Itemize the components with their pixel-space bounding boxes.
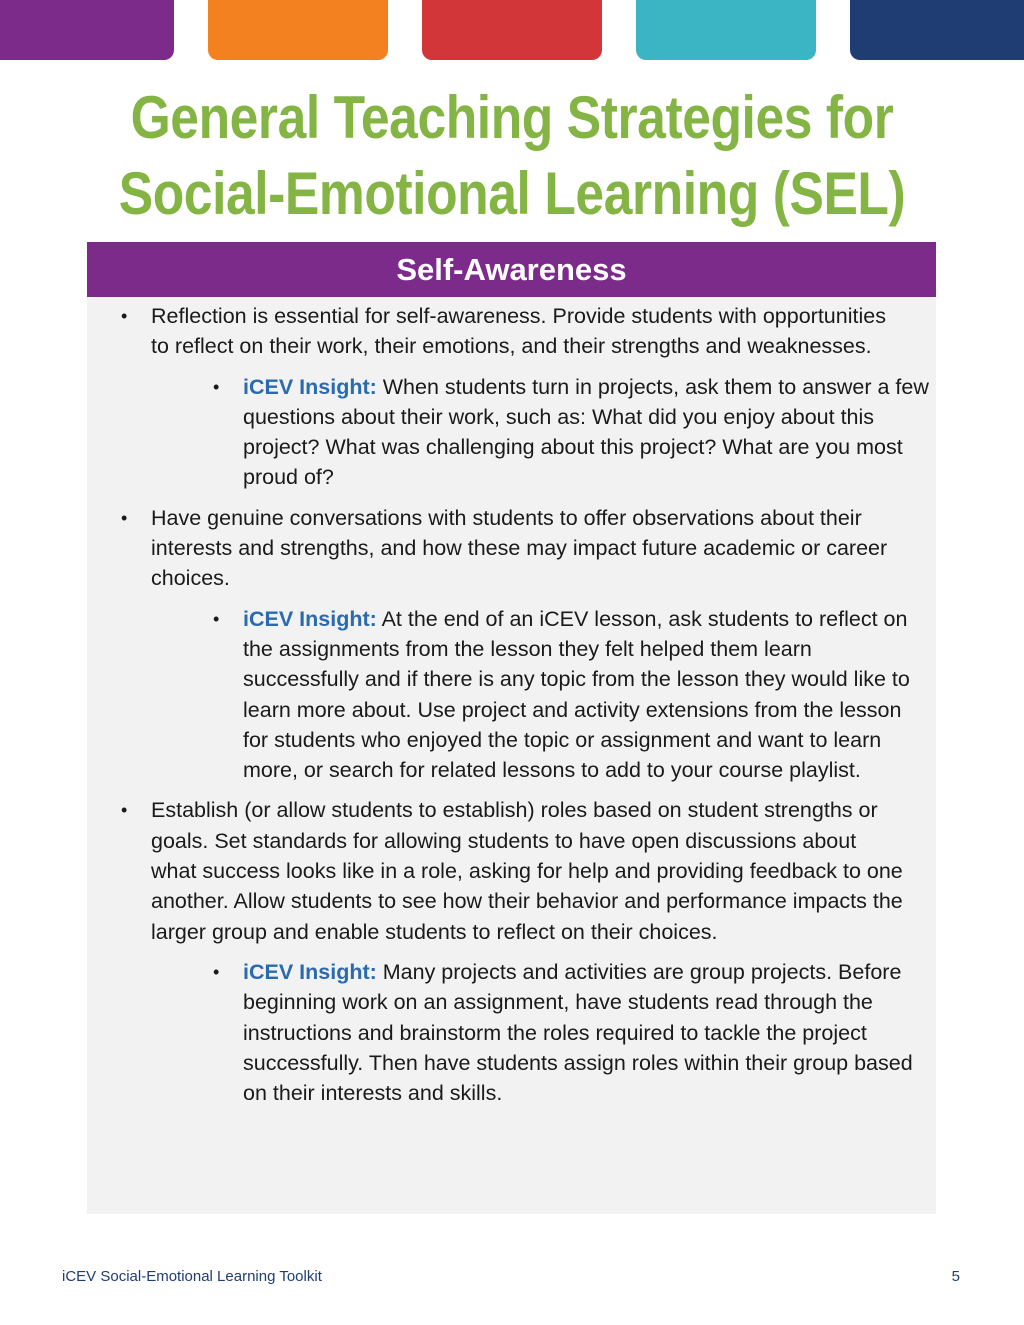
teal-bar (636, 0, 816, 60)
purple-bar (0, 0, 174, 60)
page-title-line-1: General Teaching Strategies for (130, 84, 894, 151)
page-title-line-2: Social-Emotional Learning (SEL) (118, 160, 906, 227)
bullet-icon: • (213, 376, 220, 397)
strategy-text: Establish (or allow students to establish) roles based on student strengths or goals. Set standards for allowing students to have open discussions about what success looks like in a role, asking for help and providing feedback to one another. Allow students to see how their behavior and performance impacts the larger group and enable students to reflect on their choices. (151, 798, 903, 944)
insight-list (151, 372, 929, 493)
insight-item (151, 372, 930, 493)
bullet-icon: • (213, 961, 220, 982)
red-bar (422, 0, 602, 60)
strategy-item (87, 795, 936, 1108)
strategy-list (87, 301, 936, 1108)
decorative-color-bars (0, 0, 1024, 60)
strategy-text: Have genuine conversations with students to offer observations about their interests and strengths, and how these may impact future academic or career choices. (151, 505, 888, 591)
section-body (87, 297, 936, 1108)
strategy-text: Reflection is essential for self-awareness. Provide students with opportunities to reflect on their work, their emotions, and their strengths and weaknesses. (151, 304, 886, 359)
insight-item (151, 604, 930, 786)
bullet-icon: • (121, 306, 128, 326)
insight-text: When students turn in projects, ask them to answer a few questions about their work, such as: What did you enjoy about this project? What was challenging about this project? What are you most proud of? (243, 374, 929, 490)
insight-text: Many projects and activities are group projects. Before beginning work on an assignment, have students read through the instructions and brainstorm the roles required to tackle the project successfully. Then have students assign roles within their group based on their interests and skills. (243, 959, 913, 1106)
page-title (72, 80, 953, 232)
footer-page-number: 5 (951, 1268, 960, 1285)
insight-list (151, 957, 913, 1108)
navy-bar (850, 0, 1024, 60)
footer-document-title: iCEV Social-Emotional Learning Toolkit (62, 1268, 322, 1285)
self-awareness-panel (87, 242, 936, 1214)
strategy-item (87, 301, 936, 493)
insight-item (151, 957, 930, 1108)
bullet-icon: • (121, 800, 128, 821)
section-heading: Self-Awareness (87, 242, 936, 297)
insight-text: At the end of an iCEV lesson, ask students to reflect on the assignments from the lesson they felt helped them learn successfully and if there is any topic from the lesson they would like to learn more about. Use project and activity extensions from the lesson for students who enjoyed the topic or assignment and want to learn more, or search for related lessons to add to your course playlist. (243, 606, 910, 783)
bullet-icon: • (213, 608, 220, 629)
insight-label: iCEV Insight: (243, 374, 377, 399)
orange-bar (208, 0, 388, 60)
insight-label: iCEV Insight: (243, 606, 377, 631)
strategy-item (87, 503, 936, 786)
insight-list (151, 604, 910, 786)
bullet-icon: • (121, 507, 128, 528)
insight-label: iCEV Insight: (243, 959, 377, 984)
